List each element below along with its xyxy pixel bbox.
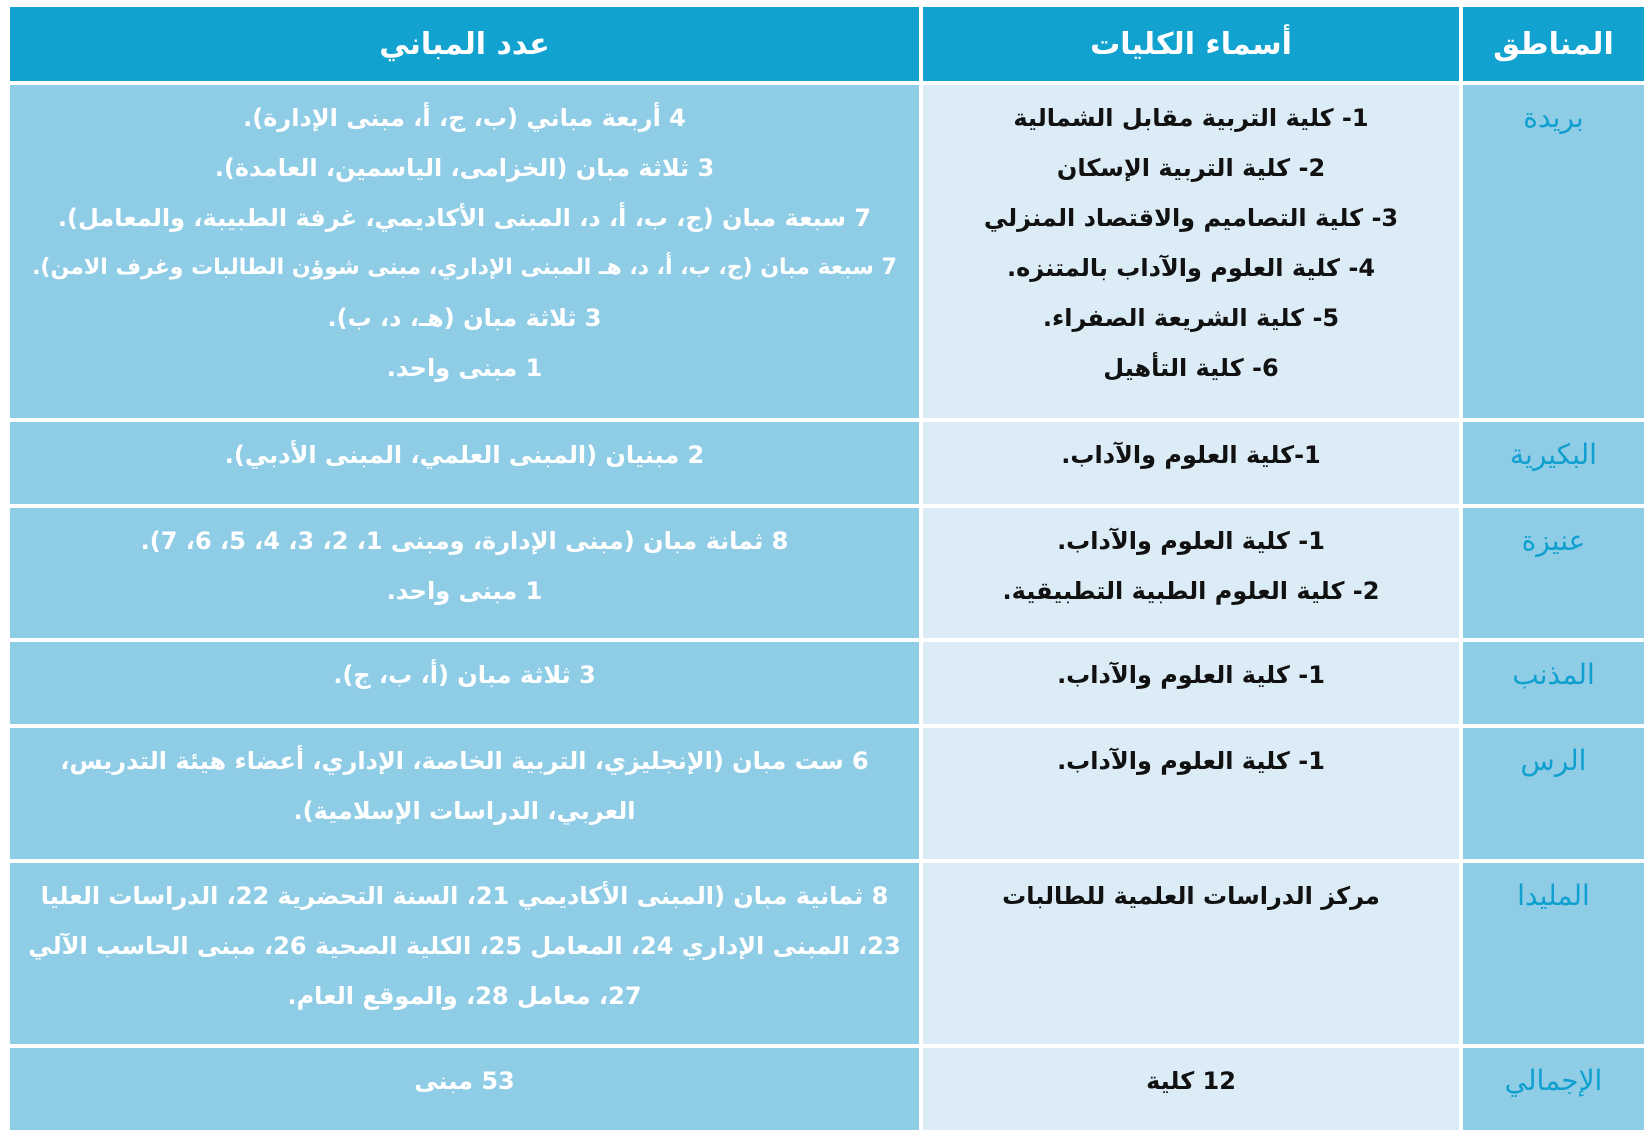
college-item: 4- كلية العلوم والآداب بالمتنزه. xyxy=(1006,254,1376,282)
college-item: 2- كلية العلوم الطبية التطبيقية. xyxy=(1002,576,1380,605)
colleges-cell xyxy=(923,508,1459,639)
college-item: 2- كلية التربية الإسكان xyxy=(1056,154,1326,182)
colleges-cell xyxy=(923,728,1459,859)
region-cell: بريدة xyxy=(1463,85,1644,418)
buildings-cell xyxy=(10,422,919,504)
total-label: الإجمالي xyxy=(1463,1048,1644,1130)
region-cell: المليدا xyxy=(1463,863,1644,1044)
college-item: 1- كلية العلوم والآداب. xyxy=(1057,526,1325,555)
buildings-cell xyxy=(10,728,919,859)
college-item: مركز الدراسات العلمية للطالبات xyxy=(1002,881,1380,910)
building-item: 2 مبنيان (المبنى العلمي، المبنى الأدبي). xyxy=(224,440,705,469)
college-item: 6- كلية التأهيل xyxy=(1103,354,1279,382)
region-cell: المذنب xyxy=(1463,642,1644,724)
building-item: 6 ست مبان (الإنجليزي، التربية الخاصة، الإداري، أعضاء هيئة التدريس، العربي، الدراسات الإسلامية). xyxy=(60,747,869,826)
colleges-cell xyxy=(923,863,1459,1044)
buildings-cell xyxy=(10,863,919,1044)
college-item: 1- كلية التربية مقابل الشمالية xyxy=(1013,104,1369,132)
building-item: 3 ثلاثة مبان (هـ، د، ب). xyxy=(327,304,602,332)
college-item: 5- كلية الشريعة الصفراء. xyxy=(1042,304,1340,332)
building-item: 8 ثمانة مبان (مبنى الإدارة، ومبنى 1، 2، 3، 4، 5، 6، 7). xyxy=(140,526,789,555)
colleges-cell xyxy=(923,642,1459,724)
colleges-cell xyxy=(923,85,1459,418)
total-row xyxy=(10,1048,1644,1130)
table-row xyxy=(10,863,1644,1044)
buildings-cell xyxy=(10,642,919,724)
table-row xyxy=(10,85,1644,418)
buildings-cell xyxy=(10,85,919,418)
college-item: 3- كلية التصاميم والاقتصاد المنزلي xyxy=(983,204,1399,232)
region-cell: البكيرية xyxy=(1463,422,1644,504)
total-colleges-value: 12 كلية xyxy=(1146,1066,1236,1095)
header-regions: المناطق xyxy=(1463,7,1644,81)
building-item: 7 سبعة مبان (ج، ب، أ، د، المبنى الأكاديمي، غرفة الطبيبة، والمعامل). xyxy=(57,204,872,232)
building-item: 3 ثلاثة مبان (الخزامى، الياسمين، العامدة). xyxy=(214,154,715,182)
buildings-cell xyxy=(10,508,919,639)
building-item: 4 أربعة مباني (ب، ج، أ، مبنى الإدارة). xyxy=(243,104,686,132)
table-row xyxy=(10,642,1644,724)
header-buildings: عدد المباني xyxy=(10,7,919,81)
colleges-cell xyxy=(923,422,1459,504)
table-row xyxy=(10,728,1644,859)
building-item: 7 سبعة مبان (ج، ب، أ، د، هـ المبنى الإداري، مبنى شوؤن الطالبات وغرف الامن). xyxy=(32,255,897,280)
total-buildings xyxy=(10,1048,919,1130)
building-item: 1 مبنى واحد. xyxy=(386,576,543,605)
building-item: 1 مبنى واحد. xyxy=(386,354,543,382)
building-item: 8 ثمانية مبان (المبنى الأكاديمي 21، السنة التحضرية 22، الدراسات العليا 23، المبنى الإداري 24، المعامل 25، الكلية الصحية 26، مبنى الحاسب الآلي 27، معامل 28، والموقع العام. xyxy=(28,881,901,1010)
building-item: 3 ثلاثة مبان (أ، ب، ج). xyxy=(333,661,596,690)
header-row xyxy=(10,7,1644,81)
college-item: 1- كلية العلوم والآداب. xyxy=(1057,661,1325,690)
header-colleges: أسماء الكليات xyxy=(923,7,1459,81)
college-item: 1-كلية العلوم والآداب. xyxy=(1061,440,1321,469)
colleges-buildings-table xyxy=(6,3,1648,1134)
table-row xyxy=(10,508,1644,639)
total-buildings-value: 53 مبنى xyxy=(414,1066,515,1095)
region-cell: الرس xyxy=(1463,728,1644,859)
table-row xyxy=(10,422,1644,504)
total-colleges xyxy=(923,1048,1459,1130)
college-item: 1- كلية العلوم والآداب. xyxy=(1057,747,1325,776)
region-cell: عنيزة xyxy=(1463,508,1644,639)
